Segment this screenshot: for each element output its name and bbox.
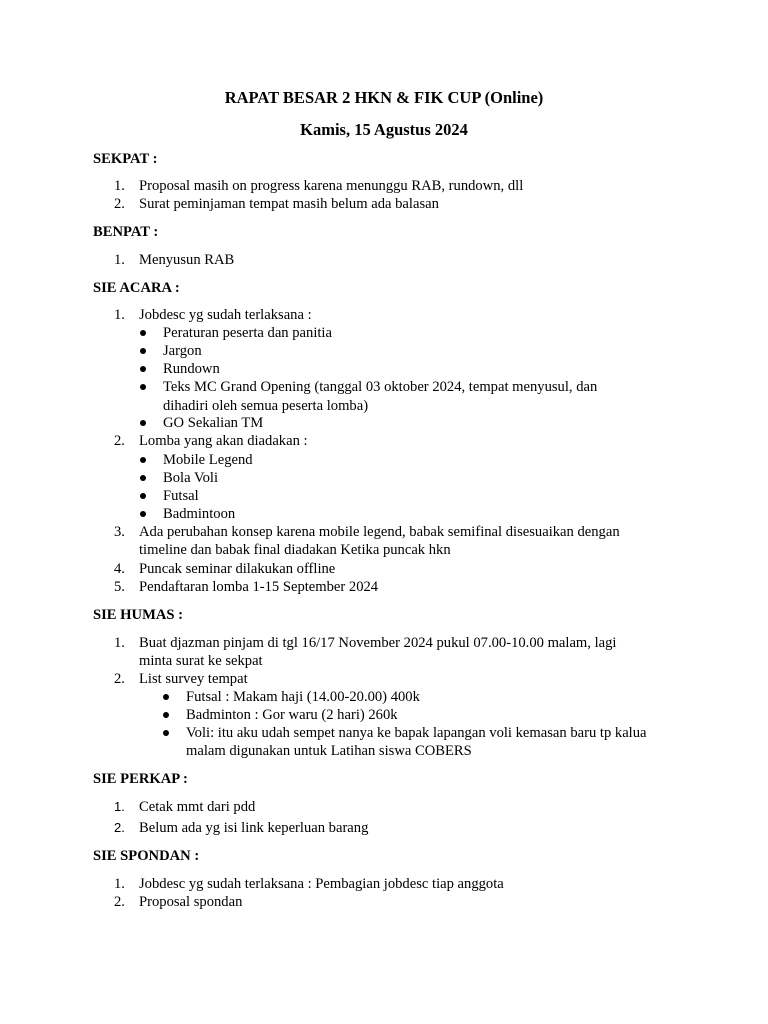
list-number: 2. (114, 671, 125, 687)
list-item: Puncak seminar dilakukan offline (139, 561, 336, 577)
list-item: List survey tempat (139, 671, 248, 687)
bullet-icon (140, 493, 146, 499)
list-number: 5. (114, 579, 125, 595)
section-heading-perkap: SIE PERKAP : (93, 771, 188, 787)
list-item: Menyusun RAB (139, 252, 235, 268)
section-heading-sekpat: SEKPAT : (93, 151, 158, 167)
list-number: 2. (114, 196, 125, 212)
section-heading-acara: SIE ACARA : (93, 280, 180, 296)
list-number: 2. (114, 820, 125, 835)
list-item: Ada perubahan konsep karena mobile legend, babak semifinal disesuaikan dengan (139, 524, 620, 540)
bullet-icon (140, 330, 146, 336)
bullet-item: Badmintoon (163, 506, 236, 522)
list-number: 1. (114, 307, 125, 323)
bullet-item-continuation: dihadiri oleh semua peserta lomba) (163, 398, 369, 414)
list-item: Cetak mmt dari pdd (139, 799, 256, 815)
list-number: 1. (114, 635, 125, 651)
bullet-item: Peraturan peserta dan panitia (163, 325, 332, 341)
list-item: Jobdesc yg sudah terlaksana : (139, 307, 312, 323)
bullet-item: Futsal (163, 488, 199, 504)
list-item-continuation: minta surat ke sekpat (139, 653, 263, 669)
list-number: 2. (114, 433, 125, 449)
bullet-icon (140, 384, 146, 390)
bullet-icon (163, 712, 169, 718)
list-number: 1. (114, 178, 125, 194)
bullet-icon (163, 730, 169, 736)
document-title: RAPAT BESAR 2 HKN & FIK CUP (Online) (224, 88, 544, 107)
section-heading-spondan: SIE SPONDAN : (93, 848, 200, 864)
bullet-item: Bola Voli (163, 470, 219, 486)
list-item: Buat djazman pinjam di tgl 16/17 November 2024 pukul 07.00-10.00 malam, lagi (139, 635, 617, 651)
list-number: 2. (114, 894, 125, 910)
bullet-item: Rundown (163, 361, 220, 377)
bullet-item: Voli: itu aku udah sempet nanya ke bapak lapangan voli kemasan baru tp kalua (186, 725, 647, 741)
bullet-icon (140, 348, 146, 354)
section-heading-humas: SIE HUMAS : (93, 607, 184, 623)
bullet-item: GO Sekalian TM (163, 415, 264, 431)
list-number: 3. (114, 524, 125, 540)
list-item: Lomba yang akan diadakan : (139, 433, 308, 449)
list-item: Belum ada yg isi link keperluan barang (139, 820, 369, 836)
meeting-date: Kamis, 15 Agustus 2024 (300, 120, 468, 139)
bullet-item: Jargon (163, 343, 202, 359)
list-item: Proposal spondan (139, 894, 243, 910)
bullet-icon (140, 366, 146, 372)
list-number: 1. (114, 799, 125, 814)
bullet-item-continuation: malam digunakan untuk Latihan siswa COBERS (186, 743, 472, 759)
bullet-icon (140, 420, 146, 426)
bullet-item: Mobile Legend (163, 452, 253, 468)
section-heading-benpat: BENPAT : (93, 224, 159, 240)
list-number: 4. (114, 561, 125, 577)
list-item: Proposal masih on progress karena menunggu RAB, rundown, dll (139, 178, 524, 194)
list-number: 1. (114, 252, 125, 268)
bullet-icon (140, 511, 146, 517)
list-item: Pendaftaran lomba 1-15 September 2024 (139, 579, 379, 595)
bullet-icon (140, 475, 146, 481)
list-number: 1. (114, 876, 125, 892)
bullet-item: Teks MC Grand Opening (tanggal 03 oktober 2024, tempat menyusul, dan (163, 379, 598, 395)
list-item-continuation: timeline dan babak final diadakan Ketika puncak hkn (139, 542, 451, 558)
bullet-icon (163, 694, 169, 700)
bullet-icon (140, 457, 146, 463)
list-item: Jobdesc yg sudah terlaksana : Pembagian jobdesc tiap anggota (139, 876, 504, 892)
list-item: Surat peminjaman tempat masih belum ada balasan (139, 196, 439, 212)
bullet-item: Badminton : Gor waru (2 hari) 260k (186, 707, 398, 723)
bullet-item: Futsal : Makam haji (14.00-20.00) 400k (186, 689, 420, 705)
